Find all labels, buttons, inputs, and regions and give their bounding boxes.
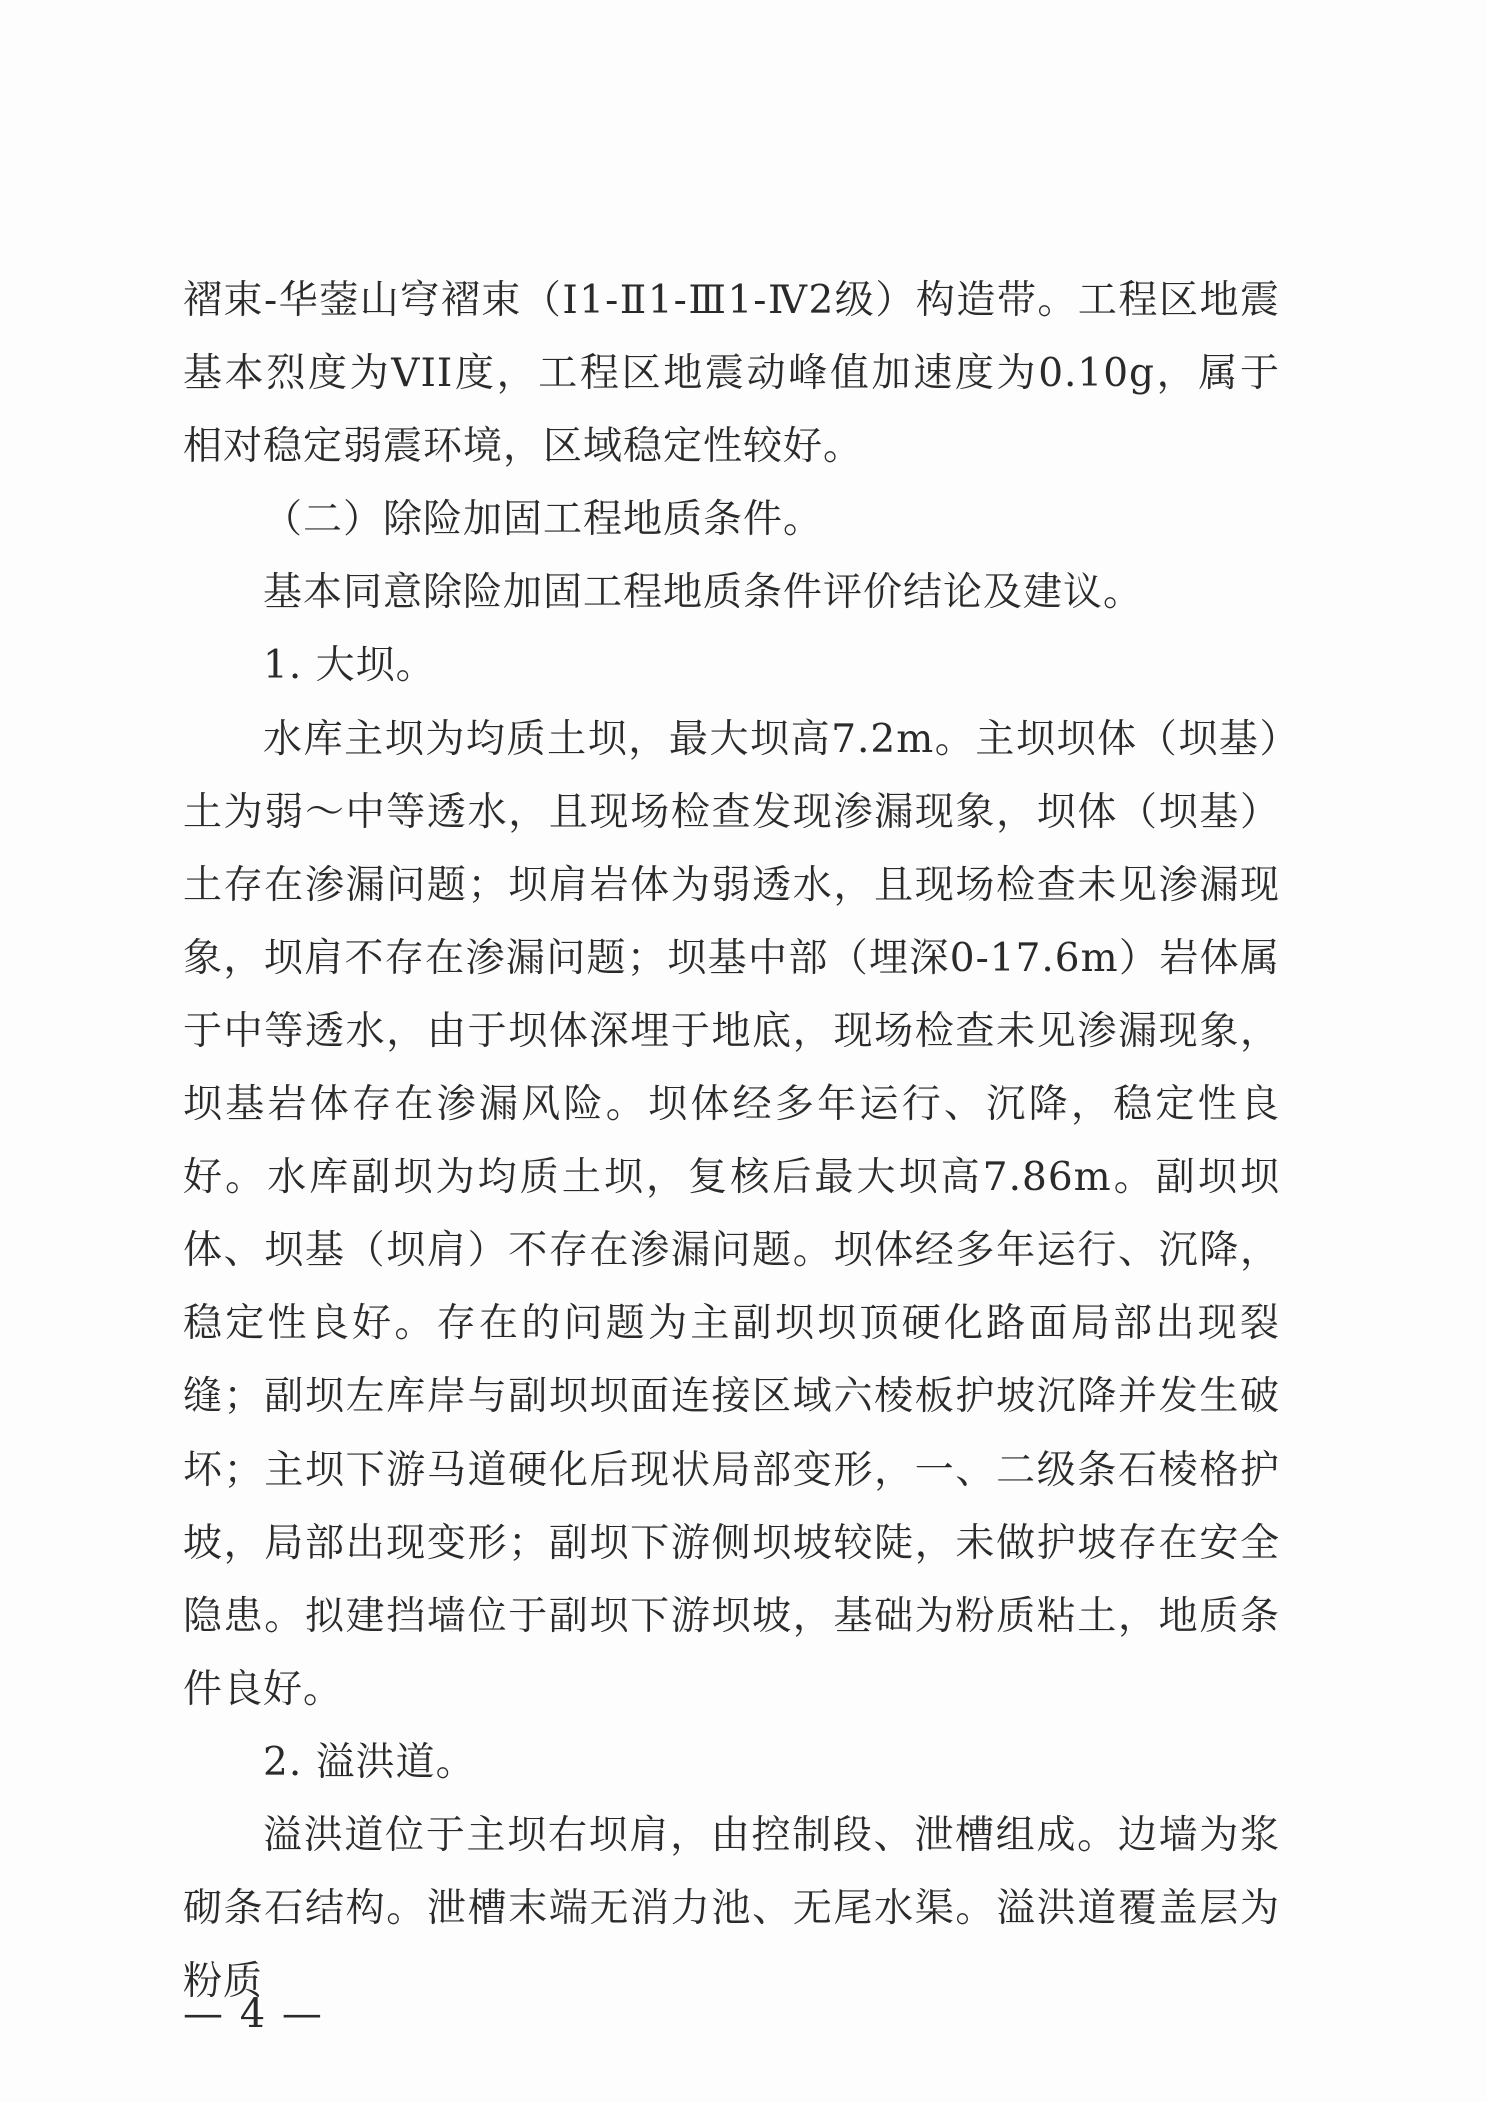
heading-geology-conditions: （二）除险加固工程地质条件。 bbox=[263, 497, 824, 543]
paragraph-seismic: 褶束-华蓥山穹褶束（Ⅰ1-Ⅱ1-Ⅲ1-Ⅳ2级）构造带。工程区地震基本烈度为VII度，工程区地震动峰值加速度为0.10g，属于相对稳定弱震环境，区域稳定性较好。 bbox=[183, 278, 1280, 470]
heading-spillway: 2. 溢洪道。 bbox=[263, 1739, 476, 1785]
paragraph-dam: 水库主坝为均质土坝，最大坝高7.2m。主坝坝体（坝基）土为弱～中等透水，且现场检查发现渗漏现象，坝体（坝基）土存在渗漏问题；坝肩岩体为弱透水，且现场检查未见渗漏现象，坝肩不存在渗漏问题；坝基中部（埋深0-17.6m）岩体属于中等透水，由于坝体深埋于地底，现场检查未见渗漏现象，坝基岩体存在渗漏风险。坝体经多年运行、沉降，稳定性良好。水库副坝为均质土坝，复核后最大坝高7.86m。副坝坝体、坝基（坝肩）不存在渗漏问题。坝体经多年运行、沉降，稳定性良好。存在的问题为主副坝坝顶硬化路面局部出现裂缝；副坝左库岸与副坝坝面连接区域六棱板护坡沉降并发生破坏；主坝下游马道硬化后现状局部变形，一、二级条石棱格护坡，局部出现变形；副坝下游侧坝坡较陡，未做护坡存在安全隐患。拟建挡墙位于副坝下游坝坡，基础为粉质粘土，地质条件良好。 bbox=[183, 716, 1280, 1712]
paragraph-spillway: 溢洪道位于主坝右坝肩，由控制段、泄槽组成。边墙为浆砌条石结构。泄槽末端无消力池、无尾水渠。溢洪道覆盖层为粉质 bbox=[183, 1812, 1280, 2005]
page-number: — 4 — bbox=[183, 1991, 324, 2037]
body-text bbox=[183, 264, 1280, 2018]
paragraph-agreement: 基本同意除险加固工程地质条件评价结论及建议。 bbox=[263, 570, 1144, 616]
heading-dam: 1. 大坝。 bbox=[263, 643, 436, 689]
